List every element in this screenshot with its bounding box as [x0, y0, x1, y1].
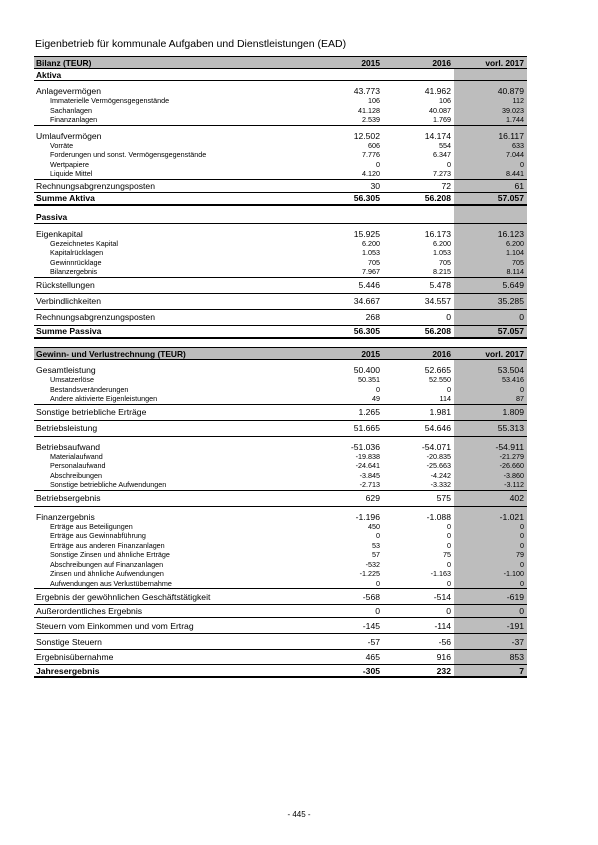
shade-cell [454, 212, 527, 223]
sub-row [34, 560, 527, 570]
value-2017: 53.416 [454, 375, 527, 385]
value-2016: 41.962 [424, 86, 451, 96]
value-2015: 5.446 [358, 280, 380, 290]
value-2017: 39.023 [454, 106, 527, 116]
value-2015: -2.713 [359, 480, 380, 490]
value-2017: 0 [454, 579, 527, 589]
row-label: Ergebnis der gewöhnlichen Geschäftstätigkeit [36, 591, 211, 602]
value-2016: 34.557 [424, 296, 451, 306]
row-label: Rechnungsabgrenzungsposten [36, 180, 155, 191]
value-2015: 51.665 [353, 423, 380, 433]
value-2015: 56.305 [353, 326, 380, 336]
passiva-section-label [34, 212, 527, 224]
value-2017: 0 [454, 310, 527, 325]
value-2017: 0 [454, 522, 527, 532]
row-label: Betriebsergebnis [36, 493, 101, 503]
value-2015: 1.053 [362, 248, 380, 258]
value-2017: -37 [454, 634, 527, 649]
value-2017: 8.114 [454, 267, 527, 277]
row-betriebsergebnis [34, 491, 527, 507]
value-2017: 1.809 [454, 405, 527, 420]
aktiva-section-label [34, 69, 527, 81]
value-2016: -1.088 [426, 511, 451, 522]
value-2016: -114 [434, 620, 451, 631]
group-anlagevermoegen [34, 85, 527, 126]
sub-label: Andere aktivierte Eigenleistungen [50, 394, 158, 404]
bilanz-table [34, 56, 527, 339]
group-umlaufvermoegen [34, 130, 527, 180]
value-2016: 40.087 [429, 105, 451, 115]
value-2015: 0 [376, 578, 380, 588]
sub-label: Aufwendungen aus Verlustübernahme [50, 578, 172, 588]
value-2017: -54.911 [454, 441, 527, 452]
value-2016: -56 [438, 636, 451, 647]
sub-label: Sonstige Zinsen und ähnliche Erträge [50, 550, 170, 560]
value-2016: 5.478 [429, 280, 451, 290]
sub-row [34, 267, 527, 277]
value-2015: 7.967 [362, 267, 380, 277]
value-2015: -145 [362, 620, 380, 631]
group-label: Betriebsaufwand [36, 441, 101, 452]
sub-label: Wertpapiere [50, 159, 90, 169]
row-label: Außerordentliches Ergebnis [36, 606, 143, 616]
group-label: Umlaufvermögen [36, 130, 102, 141]
sub-label: Umsatzerlöse [50, 375, 94, 385]
sub-row [34, 471, 527, 481]
value-2015: -532 [365, 559, 380, 569]
row-sonstige-steuern [34, 634, 527, 650]
header-2017: vorl. 2017 [485, 348, 524, 359]
value-2015: 4.120 [362, 169, 380, 179]
group-eigenkapital [34, 228, 527, 278]
value-2016: 554 [439, 140, 451, 150]
value-2016: 0 [447, 578, 451, 588]
row-label: Steuern vom Einkommen und vom Ertrag [36, 620, 194, 631]
sub-label: Abschreibungen auf Finanzanlagen [50, 559, 164, 569]
sub-row [34, 160, 527, 170]
sub-row [34, 541, 527, 551]
sub-row [34, 106, 527, 116]
value-2015: -568 [362, 591, 380, 602]
sub-row [34, 452, 527, 462]
value-2015: 41.128 [358, 105, 380, 115]
value-2017: 35.285 [454, 294, 527, 309]
value-2017: 112 [454, 96, 527, 106]
value-2017: 40.879 [454, 85, 527, 96]
value-2015: 0 [376, 384, 380, 394]
value-2015: -1.225 [359, 569, 380, 579]
row-betriebsleistung [34, 421, 527, 437]
sub-label: Sachanlagen [50, 105, 92, 115]
guv-table [34, 347, 527, 678]
value-2015: 34.667 [353, 296, 380, 306]
value-2017: 16.123 [454, 228, 527, 239]
value-2017: 0 [454, 605, 527, 617]
value-2016: 72 [441, 180, 451, 191]
value-2016: 52.665 [424, 365, 451, 375]
value-2016: -54.071 [421, 441, 451, 452]
header-2017: vorl. 2017 [485, 57, 524, 68]
value-2017: 7.044 [454, 150, 527, 160]
value-2016: 232 [436, 665, 451, 676]
value-2015: -3.845 [359, 470, 380, 480]
value-2017: 57.057 [454, 193, 527, 204]
value-2015: 0 [376, 159, 380, 169]
row-label: Ergebnisübernahme [36, 652, 114, 662]
value-2017: 7 [454, 665, 527, 676]
sub-label: Vorräte [50, 140, 74, 150]
group-label: Gesamtleistung [36, 365, 96, 375]
row-rueckstellungen [34, 278, 527, 294]
header-label: Gewinn- und Verlustrechnung (TEUR) [36, 348, 186, 359]
sub-row [34, 569, 527, 579]
sub-label: Erträge aus Gewinnabführung [50, 531, 146, 541]
sub-label: Sonstige betriebliche Aufwendungen [50, 480, 167, 490]
total-label: Summe Passiva [36, 326, 102, 336]
value-2016: 52.550 [429, 375, 451, 385]
value-2017: 5.649 [454, 278, 527, 293]
sub-row [34, 141, 527, 151]
value-2015: 268 [365, 312, 380, 322]
sub-row [34, 115, 527, 125]
value-2017: 0 [454, 385, 527, 395]
value-2015: 1.265 [358, 407, 380, 417]
row-rechnungsabgrenzung-aktiva [34, 180, 527, 193]
sub-label: Materialaufwand [50, 451, 103, 461]
shade-cell [454, 69, 527, 80]
value-2016: 7.273 [433, 169, 451, 179]
sub-label: Bestandsveränderungen [50, 384, 129, 394]
value-2017: -1.021 [454, 511, 527, 522]
sub-label: Abschreibungen [50, 470, 102, 480]
row-rechnungsabgrenzung-passiva [34, 310, 527, 326]
group-label: Eigenkapital [36, 228, 83, 239]
sub-label: Bilanzergebnis [50, 267, 98, 277]
value-2015: -51.036 [350, 441, 380, 452]
value-2017: 57.057 [454, 326, 527, 337]
value-2015: 43.773 [353, 86, 380, 96]
row-ergebnis-geschaeftstaetigkeit [34, 589, 527, 605]
value-2017: 705 [454, 258, 527, 268]
value-2017: 1.104 [454, 248, 527, 258]
value-2017: -26.660 [454, 461, 527, 471]
value-2015: 30 [370, 180, 380, 191]
sub-label: Erträge aus anderen Finanzanlagen [50, 540, 165, 550]
group-label: Anlagevermögen [36, 86, 101, 96]
group-gesamtleistung [34, 364, 527, 405]
value-2015: 465 [365, 652, 380, 662]
value-2017: -619 [454, 589, 527, 604]
value-2016: 0 [447, 384, 451, 394]
sub-label: Kapitalrücklagen [50, 248, 104, 258]
value-2016: -3.332 [430, 480, 451, 490]
value-2016: -4.242 [430, 470, 451, 480]
sub-label: Erträge aus Beteiligungen [50, 521, 133, 531]
row-steuern-einkommen [34, 618, 527, 634]
value-2015: 705 [368, 257, 380, 267]
sub-label: Personalaufwand [50, 461, 106, 471]
sub-label: Immaterielle Vermögensgegenstände [50, 96, 170, 106]
value-2016: 114 [439, 394, 451, 404]
header-2016: 2016 [432, 348, 451, 359]
value-2017: -3.860 [454, 471, 527, 481]
sub-row [34, 394, 527, 404]
value-2016: -1.163 [430, 569, 451, 579]
value-2016: 1.769 [433, 115, 451, 125]
row-label: Rechnungsabgrenzungsposten [36, 312, 155, 322]
header-2015: 2015 [361, 57, 380, 68]
jahresergebnis [34, 665, 527, 678]
value-2015: 7.776 [362, 150, 380, 160]
value-2015: 15.925 [353, 228, 380, 239]
value-2015: 56.305 [353, 193, 380, 203]
sub-label: Zinsen und ähnliche Aufwendungen [50, 569, 164, 579]
value-2016: 916 [436, 652, 451, 662]
header-2016: 2016 [432, 57, 451, 68]
value-2017: 402 [454, 491, 527, 506]
value-2015: -57 [367, 636, 380, 647]
value-2017: 1.744 [454, 115, 527, 125]
sub-row [34, 385, 527, 395]
value-2016: 0 [447, 531, 451, 541]
group-label: Finanzergebnis [36, 511, 95, 522]
row-label: Rückstellungen [36, 280, 95, 290]
value-2016: -25.663 [426, 461, 451, 471]
value-2016: 56.208 [424, 326, 451, 336]
value-2017: -21.279 [454, 452, 527, 462]
value-2016: -20.835 [426, 451, 451, 461]
value-2016: 0 [447, 540, 451, 550]
value-2017: -3.112 [454, 480, 527, 490]
sub-row [34, 150, 527, 160]
value-2015: -305 [362, 665, 380, 676]
row-label: Sonstige Steuern [36, 636, 102, 647]
value-2015: -19.838 [355, 451, 380, 461]
value-2016: 6.200 [433, 238, 451, 248]
sub-row [34, 522, 527, 532]
row-sonstige-ertraege [34, 405, 527, 421]
value-2015: 629 [365, 493, 380, 503]
sub-label: Gezeichnetes Kapital [50, 238, 118, 248]
value-2016: 1.053 [433, 248, 451, 258]
value-2017: 8.441 [454, 169, 527, 179]
document-title: Eigenbetrieb für kommunale Aufgaben und Dienstleistungen (EAD) [35, 38, 347, 50]
summe-passiva [34, 326, 527, 339]
value-2016: 16.173 [424, 228, 451, 239]
row-ausserordentliches-ergebnis [34, 605, 527, 618]
sub-row [34, 96, 527, 106]
row-ergebnisuebernahme [34, 650, 527, 665]
group-betriebsaufwand [34, 441, 527, 491]
sub-row [34, 579, 527, 589]
value-2017: 853 [454, 650, 527, 664]
sub-row [34, 375, 527, 385]
value-2016: 54.646 [424, 423, 451, 433]
sub-row [34, 480, 527, 490]
total-label: Jahresergebnis [36, 665, 100, 676]
value-2016: 14.174 [424, 130, 451, 141]
value-2015: 49 [372, 394, 380, 404]
value-2016: 8.215 [433, 267, 451, 277]
value-2016: 0 [447, 521, 451, 531]
value-2015: 53 [372, 540, 380, 550]
value-2017: -191 [454, 618, 527, 633]
value-2017: -1.100 [454, 569, 527, 579]
value-2015: -1.196 [355, 511, 380, 522]
header-2015: 2015 [361, 348, 380, 359]
value-2017: 0 [454, 160, 527, 170]
value-2016: 1.981 [429, 407, 451, 417]
bilanz-header [34, 56, 527, 69]
sub-row [34, 531, 527, 541]
sub-row [34, 550, 527, 560]
value-2017: 55.313 [454, 421, 527, 436]
row-label: Sonstige betriebliche Erträge [36, 407, 147, 417]
value-2015: 57 [372, 550, 380, 560]
value-2015: 450 [368, 521, 380, 531]
sub-row [34, 239, 527, 249]
summe-aktiva [34, 193, 527, 206]
value-2015: 2.539 [362, 115, 380, 125]
aktiva-label: Aktiva [36, 69, 62, 80]
sub-row [34, 461, 527, 471]
value-2017: 16.117 [454, 130, 527, 141]
sub-row [34, 169, 527, 179]
total-label: Summe Aktiva [36, 193, 95, 203]
value-2017: 0 [454, 531, 527, 541]
value-2017: 53.504 [454, 364, 527, 375]
page-number: - 445 - [287, 810, 311, 819]
sub-row [34, 248, 527, 258]
row-label: Verbindlichkeiten [36, 296, 101, 306]
header-label: Bilanz (TEUR) [36, 57, 92, 68]
value-2017: 61 [454, 180, 527, 192]
value-2016: 575 [436, 493, 451, 503]
value-2015: -24.641 [355, 461, 380, 471]
row-verbindlichkeiten [34, 294, 527, 310]
value-2015: 106 [368, 96, 380, 106]
row-label: Betriebsleistung [36, 423, 98, 433]
value-2015: 0 [376, 531, 380, 541]
sub-label: Forderungen und sonst. Vermögensgegenstände [50, 150, 207, 160]
value-2016: 75 [443, 550, 451, 560]
sub-row [34, 258, 527, 268]
value-2017: 87 [454, 394, 527, 404]
value-2016: 0 [447, 559, 451, 569]
value-2017: 79 [454, 550, 527, 560]
value-2017: 6.200 [454, 239, 527, 249]
value-2015: 0 [375, 606, 380, 616]
sub-label: Gewinnrücklage [50, 257, 102, 267]
value-2016: 705 [439, 257, 451, 267]
value-2015: 50.400 [353, 365, 380, 375]
value-2016: 0 [446, 312, 451, 322]
value-2016: 0 [447, 159, 451, 169]
value-2015: 606 [368, 140, 380, 150]
value-2017: 633 [454, 141, 527, 151]
passiva-label: Passiva [36, 212, 68, 222]
value-2017: 0 [454, 541, 527, 551]
value-2016: 0 [446, 606, 451, 616]
value-2016: -514 [433, 591, 451, 602]
value-2015: 12.502 [353, 130, 380, 141]
value-2015: 50.351 [358, 375, 380, 385]
value-2015: 6.200 [362, 238, 380, 248]
value-2016: 56.208 [424, 193, 451, 203]
value-2016: 106 [439, 96, 451, 106]
guv-header [34, 347, 527, 360]
value-2017: 0 [454, 560, 527, 570]
sub-label: Finanzanlagen [50, 115, 98, 125]
group-finanzergebnis [34, 511, 527, 590]
value-2016: 6.347 [433, 150, 451, 160]
sub-label: Liquide Mittel [50, 169, 93, 179]
